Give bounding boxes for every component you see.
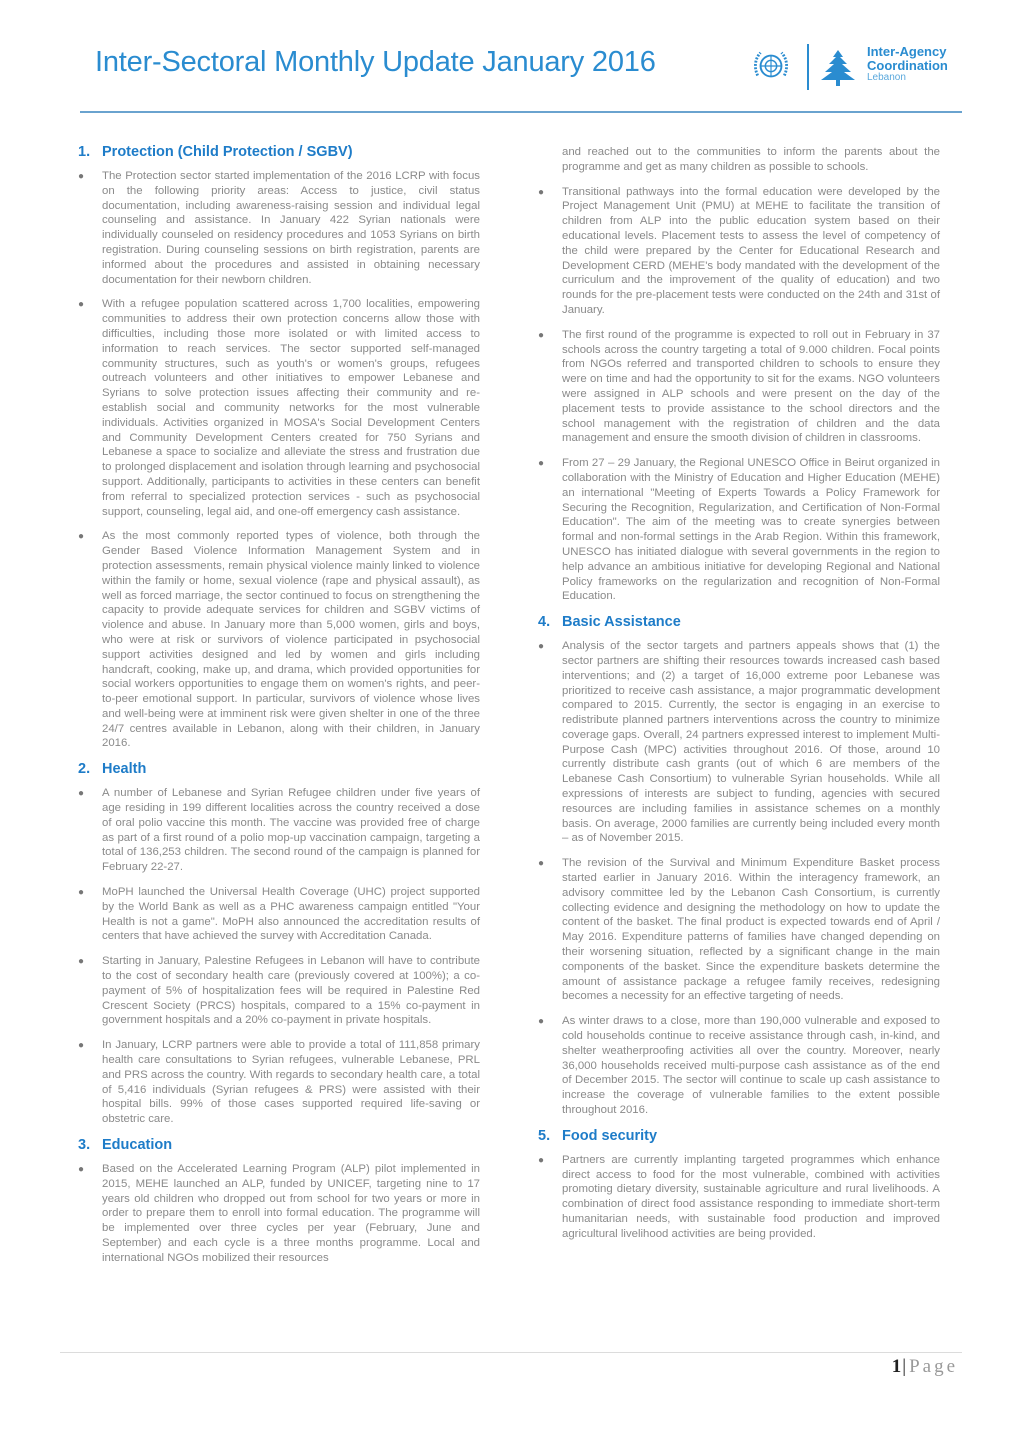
list-item: ● Starting in January, Palestine Refugees in Lebanon will have to contribute to the cost of secondary health care (previously covered at 100%); a co-payment of 5% of hospitalization fees will be required in Palestine Red Crescent Society (PRCS) hospitals, compared to a 15% co-payment in government hospitals and a 20% co-payment in private hospitals. <box>78 955 480 1027</box>
list-item: ● Analysis of the sector targets and partners appeals shows that (1) the sector partners are shifting their resources towards increased cash based interventions; and (2) a target of 16,000 extreme poor Lebanese was prioritized to receive cash assistance, a major programmatic development compared to 2015. Currently, the sector is engaging in an exercise to redistribute planned partners interventions across the country to minimize coverage gaps. Overall, 24 partners expressed interest to implement Multi-Purpose Cash (MPC) activities throughout 2016. Of those, around 10 currently distribute cash grants (out of which 6 are members of the Lebanese Cash Consortium) to vulnerable Syrian households. While all expressions of interests are subject to funding, agencies with secured resources are including families in assistance schemes on a monthly basis. On average, 2000 families are currently being included every month – as of November 2015. <box>538 640 940 845</box>
bullet-icon: ● <box>538 858 545 870</box>
list-item: ● In January, LCRP partners were able to provide a total of 111,858 primary health care consultations to Syrian refugees, vulnerable Lebanese, PRL and PRS across the country. With regards to secondary health care, a total of 5,416 individuals (Syrian refugees & PRS) were assisted with their hospital bills. 99% of those cases supported required life-saving or obstetric care. <box>78 1039 480 1126</box>
bullet-icon: ● <box>78 171 85 182</box>
section-heading-health: 2. Health <box>78 761 147 778</box>
page-title: Inter-Sectoral Monthly Update January 2016 <box>95 46 656 78</box>
list-item: ● As the most commonly reported types of violence, both through the Gender Based Violence Information Management System and in protection assessments, remain physical violence mainly linked to violence within the family or home, sexual violence (rape and physical assault), as well as forced marriage, the sector continued to focus on strengthening the capacity to provide adequate services for children and SGBV victims of violence and abuse. In January more than 5,000 women, girls and boys, who were at risk or survivors of violence participated in psychosocial support activities designed and led by women and girls including handcraft, cooking, make up, and drama, which provided opportunities for social workers opportunities to engage them on women's rights, and peer-to-peer emotional support. In particular, survivors of violence whose lives and well-being were at imminent risk were given shelter in one of the three 24/7 centres available in Lebanon, along with their children, in January 2016. <box>78 530 480 750</box>
right-column <box>538 145 940 1252</box>
list-item: ● The revision of the Survival and Minimum Expenditure Basket process started earlier in January 2016. Within the interagency framework, an advisory committee led by the Lebanon Cash Consortium, is currently collecting evidence and designing the methodology on how to update the content of the basket. The final product is expected towards end of April / May 2016. Expenditure patterns of families have changed depending on their worsening situation, reflected by a significant change in the main components of the basket. Since the expenditure baskets determine the amount of assistance package a refugee family receives, redesigning becomes a necessity for an effective targeting of needs. <box>538 857 940 1003</box>
list-item: ● A number of Lebanese and Syrian Refugee children under five years of age residing in 199 different localities across the country received a dose of oral polio vaccine this month. The vaccine was provided free of charge as part of a first round of a polio mop-up vaccination campaign, targeting a total of 136,253 children. The second round of the campaign is planned for February 22-27. <box>78 787 480 874</box>
un-emblem-icon <box>752 46 790 86</box>
list-item: ● MoPH launched the Universal Health Coverage (UHC) project supported by the World Bank as well as a PHC awareness campaign entitled "Your Health is not a game". MoPH also announced the accreditation results of centers that have achieved the survey with Accreditation Canada. <box>78 886 480 943</box>
list-item: ● Based on the Accelerated Learning Program (ALP) pilot implemented in 2015, MEHE launched an ALP, funded by UNICEF, targeting nine to 17 years old children who dropped out from school for two years or more in order to prepare them to enroll into formal education. The programme will be implemented over three cycles per year (February, June and September) and each cycle is a three months programme. Local and international NGOs mobilized their resources <box>78 1163 480 1264</box>
inter-agency-logo <box>752 44 962 90</box>
bullet-icon: ● <box>538 458 545 470</box>
logo-line-1: Inter-Agency <box>867 44 947 59</box>
section-heading-basic-assistance: 4. Basic Assistance <box>538 614 681 631</box>
bullet-icon: ● <box>538 1016 545 1028</box>
bullet-icon: ● <box>78 1164 85 1176</box>
bullet-icon: ● <box>538 186 545 198</box>
page-number: 1| Page <box>891 1356 958 1377</box>
footer-divider <box>60 1352 962 1353</box>
logo-line-3: Lebanon <box>867 72 906 83</box>
bullet-icon: ● <box>78 887 85 899</box>
logo-divider <box>807 44 809 90</box>
section-heading-food-security: 5. Food security <box>538 1127 658 1144</box>
bullet-icon: ● <box>78 1040 85 1052</box>
list-item: ● The Protection sector started implementation of the 2016 LCRP with focus on the following priority areas: Access to justice, civil status documentation, including awareness-raising session and individual legal counseling and assistance. In January 422 Syrian nationals were individually counseled on residency procedures and 1053 Syrians on birth registration. During counseling sessions on birth registration, parents are informed about the procedures and assisted in obtaining necessary documentation for their newborn children. <box>78 170 480 286</box>
list-item: ● Transitional pathways into the formal education were developed by the Project Management Unit (PMU) at MEHE to facilitate the transition of children from ALP into the public education system based on their educational levels. Placement tests to assess the level of competency of the child were prepared by the Center for Educational Research and Development CERD (MEHE's body mandated with the development of the curriculum and the improvement of the quality of education) and two rounds for the pre-placement tests were conducted on the 24th and 31st of January. <box>538 185 940 316</box>
list-item: ● The first round of the programme is expected to roll out in February in 37 schools across the country targeting a total of 9.000 children. Focal points from NGOs referred and transported children to schools to ensure they were on time and had the opportunity to sit for the exams. NGO volunteers were assigned in ALP schools and were present on the day of the placement tests to provide assistance to the school directors and the school management with the registration of children and the data management and ensure the smooth division of children in classrooms. <box>538 328 940 445</box>
cedar-tree-icon <box>818 48 858 88</box>
bullet-icon: ● <box>538 1154 545 1166</box>
bullet-icon: ● <box>78 531 85 543</box>
list-item: ● From 27 – 29 January, the Regional UNESCO Office in Beirut organized in collaboration with the Ministry of Education and Higher Education (MEHE) an international "Meeting of Experts Towards a Policy Framework for Securing the Recognition, Regularization, and Certification of Non-Formal Education". The aim of the meeting was to create synergies between formal and non-formal settings in the Arab Region. Within this framework, UNESCO has initiated dialogue with several governments in the region to help advance an ambitious initiative for developing Regional and National Policy frameworks on the regularization and recognition of Non-Formal Education. <box>538 457 940 603</box>
bullet-icon: ● <box>78 299 85 311</box>
section-heading-education: 3. Education <box>78 1137 173 1154</box>
left-column <box>78 144 480 1276</box>
list-item: ● As winter draws to a close, more than 190,000 vulnerable and exposed to cold households continue to receive assistance through cash, in-kind, and shelter weatherproofing activities all over the country. Moreover, nearly 36,000 households received multi-purpose cash assistance as of the end of December 2015. The sector will continue to scale up cash assistance to increase the coverage of vulnerable families to the extent possible throughout 2016. <box>538 1015 940 1117</box>
bullet-icon: ● <box>78 956 85 968</box>
list-item-continuation: and reached out to the communities to inform the parents about the programme and get as many children as possible to schools. <box>562 146 940 173</box>
logo-line-2: Coordination <box>867 58 948 73</box>
logo-text <box>867 45 948 83</box>
section-heading-protection: 1. Protection (Child Protection / SGBV) <box>78 144 353 160</box>
bullet-icon: ● <box>78 788 85 800</box>
header-divider <box>80 111 962 113</box>
list-item: ● Partners are currently implanting targeted programmes which enhance direct access to food for the most vulnerable, combined with activities promoting dietary diversity, sustainable agriculture and rural livelihoods. A combination of direct food assistance responding to immediate short-term humanitarian needs, with sustainable food production and improved agricultural livelihood activities are being provided. <box>538 1153 940 1240</box>
bullet-icon: ● <box>538 329 545 341</box>
list-item: ● With a refugee population scattered across 1,700 localities, empowering communities to address their own protection concerns allow those with difficulties, including those more isolated or with limited access to information to reach services. The sector supported self-managed community structures, such as youth's or women's groups, refugees outreach volunteers and other initiatives to empower Lebanese and Syrians to solve protection issues affecting their community and re-establish social and community networks for the most vulnerable individuals. Activities organized in MOSA's Social Development Centers and Community Development Centers created for 750 Syrians and Lebanese a space to socialize and alleviate the stress and frustration due to prolonged displacement and isolation through learning and psychosocial support. Additionally, participants to activities in these centers can benefit from referral to specialized protection services - such as psychosocial support, counseling, legal aid, and one-off emergency cash assistance. <box>78 298 480 518</box>
bullet-icon: ● <box>538 641 545 653</box>
